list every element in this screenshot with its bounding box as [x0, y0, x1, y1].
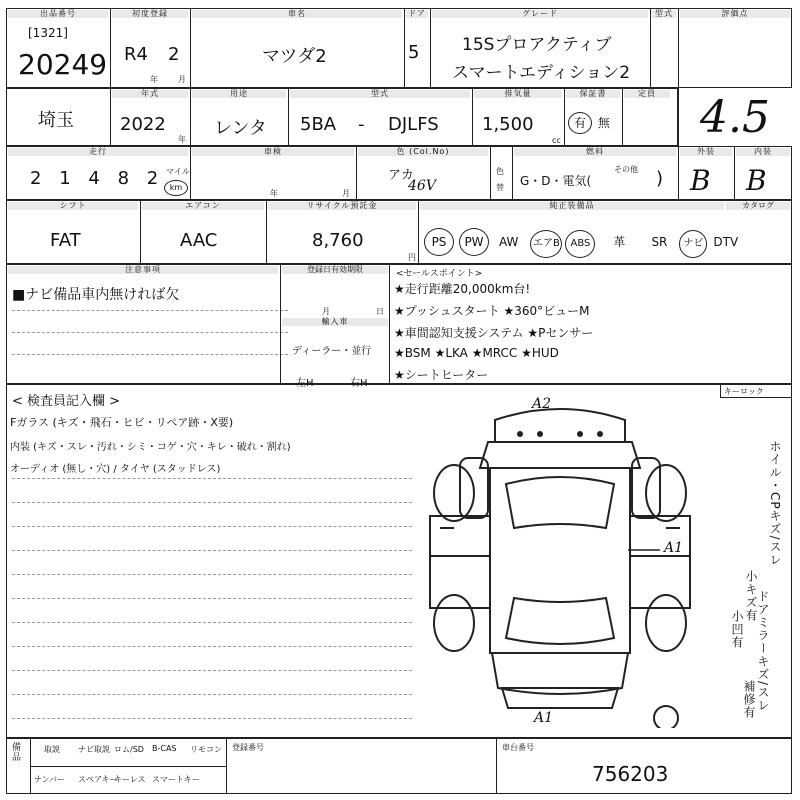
header-equipment: 純正装備品 — [420, 202, 724, 210]
header-purpose: 用途 — [192, 90, 286, 98]
header-year: 年式 — [112, 90, 188, 98]
mileage-digits — [30, 168, 164, 189]
mileage-digit: 8 — [117, 168, 136, 189]
header-inspector: < 検査員記入欄 > — [12, 394, 121, 409]
car-diagram — [410, 398, 710, 728]
equip-airbag: エアB — [530, 230, 562, 258]
chassis-no: 756203 — [592, 762, 669, 786]
import-type: ディーラー・並行 — [292, 346, 372, 357]
car-name: マツダ2 — [262, 46, 327, 67]
mark-right: A1 — [664, 540, 684, 556]
header-doors: ドア — [406, 10, 428, 18]
aircon: AAC — [180, 230, 218, 251]
header-interior: 内装 — [736, 148, 790, 156]
sales-point-4: ★BSM ★LKA ★MRCC ★HUD — [394, 346, 559, 360]
shift: FAT — [50, 230, 81, 251]
steering-right: 右H — [350, 378, 368, 389]
equip-leather: 革 — [613, 235, 626, 249]
color-code: 46V — [408, 178, 436, 194]
mileage-digit: 2 — [146, 168, 165, 189]
header-car-name: 車名 — [192, 10, 402, 18]
mileage-digit: 4 — [88, 168, 106, 189]
steering-left: 左H — [296, 378, 314, 389]
doors: 5 — [408, 42, 420, 63]
side-note-2: 小キズ有 — [744, 570, 758, 622]
region: 埼玉 — [38, 110, 74, 131]
yen-unit: 円 — [408, 253, 416, 262]
header-regno: 登録番号 — [232, 743, 264, 752]
header-grade: グレード — [432, 10, 648, 18]
color-main: アカ — [388, 168, 414, 183]
header-color: 色 (Col.No) — [358, 148, 488, 156]
interior-grade: B — [746, 164, 767, 197]
mileage-digit: 1 — [59, 168, 77, 189]
bottom-item: キーレス — [114, 775, 146, 784]
model-code: DJLFS — [388, 114, 439, 135]
exterior-grade: B — [690, 164, 711, 197]
header-displacement: 排気量 — [474, 90, 562, 98]
cc-unit: cc — [552, 136, 561, 145]
header-score: 評価点 — [680, 10, 790, 18]
equip-dtv: DTV — [713, 235, 739, 249]
bottom-item: ロム/SD — [114, 745, 144, 754]
warranty — [568, 112, 610, 134]
fuel-options: G・D・電気( — [520, 174, 592, 188]
warranty-no: 無 — [597, 116, 610, 130]
reg-day-suffix: 日 — [376, 307, 384, 316]
mileage-digit: 2 — [30, 168, 48, 189]
mark-rear: A1 — [534, 710, 554, 726]
lot-code: [1321] — [28, 26, 68, 40]
equip-sr: SR — [651, 235, 668, 249]
model-prefix: 5BA — [300, 114, 337, 135]
lot-number: 20249 — [18, 48, 108, 81]
mark-front: A2 — [532, 396, 552, 412]
shaken-year-suffix: 年 — [270, 189, 278, 198]
side-note-3: ドアミラーキズ/スレ — [756, 590, 770, 713]
header-exterior: 外装 — [680, 148, 732, 156]
first-reg-era: R4 — [124, 44, 148, 65]
bottom-label: 備品 — [10, 742, 20, 762]
first-reg-month: 2 — [168, 44, 180, 65]
equip-navi: ナビ — [679, 230, 707, 258]
header-shaken: 車検 — [192, 148, 354, 156]
header-reg-date: 登録日有効期限 — [282, 266, 388, 274]
shaken-month-suffix: 月 — [342, 189, 350, 198]
side-note-5: 補修有 — [742, 680, 756, 719]
header-sales-points: <セールスポイント> — [396, 269, 483, 279]
header-engine-model: 型式 — [652, 10, 676, 18]
grade-line1: 15Sプロアクティブ — [462, 35, 612, 55]
sales-point-5: ★シートヒーター — [394, 368, 489, 382]
color-label: 色 — [496, 167, 504, 176]
reg-month-suffix: 月 — [322, 307, 330, 316]
mileage-unit: km — [164, 180, 188, 196]
bottom-item: リモコン — [190, 745, 222, 754]
header-warranty: 保証書 — [566, 90, 620, 98]
equip-pw: PW — [459, 228, 489, 256]
inspector-line-2: 内装 (キズ・スレ・汚れ・シミ・コゲ・穴・キレ・破れ・割れ) — [10, 442, 291, 453]
equip-ps: PS — [424, 228, 454, 256]
recycle: 8,760 — [312, 230, 364, 251]
fuel-close: ) — [656, 168, 664, 189]
bottom-item: スペアキー — [78, 775, 118, 784]
sales-point-1: ★走行距離20,000km台! — [394, 282, 531, 296]
bottom-item: B-CAS — [152, 744, 177, 753]
warranty-yes: 有 — [568, 112, 592, 134]
header-key: キーロック — [724, 387, 764, 396]
displacement: 1,500 — [482, 114, 534, 135]
sales-point-2: ★プッシュスタート ★360°ビューM — [394, 304, 590, 318]
inspector-line-1: Fガラス (キズ・飛石・ヒビ・リペア跡・X要) — [10, 416, 234, 429]
header-recycle: リサイクル預託金 — [268, 202, 416, 210]
inspector-line-3: オーディオ (無し・穴) / タイヤ (スタッドレス) — [10, 464, 221, 475]
sales-point-3: ★車間認知支援システム ★Pセンサー — [394, 326, 594, 340]
fuel-other-label: その他 — [614, 165, 638, 174]
header-model: 型式 — [290, 90, 470, 98]
header-chassis-no: 車台番号 — [502, 743, 534, 752]
equip-abs: ABS — [565, 230, 595, 258]
note-1: ■ナビ備品車内無ければ欠 — [12, 287, 180, 303]
header-mileage: 走行 — [8, 148, 188, 156]
bottom-item: スマートキー — [152, 775, 200, 784]
side-note-4: 小凹有 — [730, 610, 744, 649]
bottom-item: 取説 — [44, 745, 60, 754]
year: 2022 — [120, 114, 166, 135]
month-suffix-1: 月 — [178, 75, 186, 84]
header-exhibit-no: 出品番号 — [8, 10, 108, 18]
bottom-item: ナンバー — [34, 775, 66, 784]
year-suffix-2: 年 — [178, 135, 186, 144]
grade-line2: スマートエディション2 — [452, 63, 631, 83]
mile-label: マイル — [166, 167, 190, 176]
header-aircon: エアコン — [142, 202, 264, 210]
year-suffix-1: 年 — [150, 75, 158, 84]
score: 4.5 — [700, 92, 770, 143]
purpose: レンタ — [214, 118, 267, 139]
equip-aw: AW — [499, 235, 519, 249]
change-label: 替 — [496, 183, 504, 192]
header-catalog: カタログ — [726, 202, 790, 210]
model-sep: - — [358, 114, 365, 135]
header-notes: 注意事項 — [8, 266, 278, 274]
bottom-item: ナビ取説 — [78, 745, 110, 754]
side-note-1: ホイル・CPキズ/スレ — [768, 440, 782, 567]
header-first-reg: 初度登録 — [112, 10, 188, 18]
equipment-list — [424, 228, 738, 258]
header-capacity: 定員 — [624, 90, 670, 98]
header-fuel: 燃料 — [514, 148, 676, 156]
header-shift: シフト — [8, 202, 138, 210]
header-import: 輸入車 — [282, 318, 388, 326]
